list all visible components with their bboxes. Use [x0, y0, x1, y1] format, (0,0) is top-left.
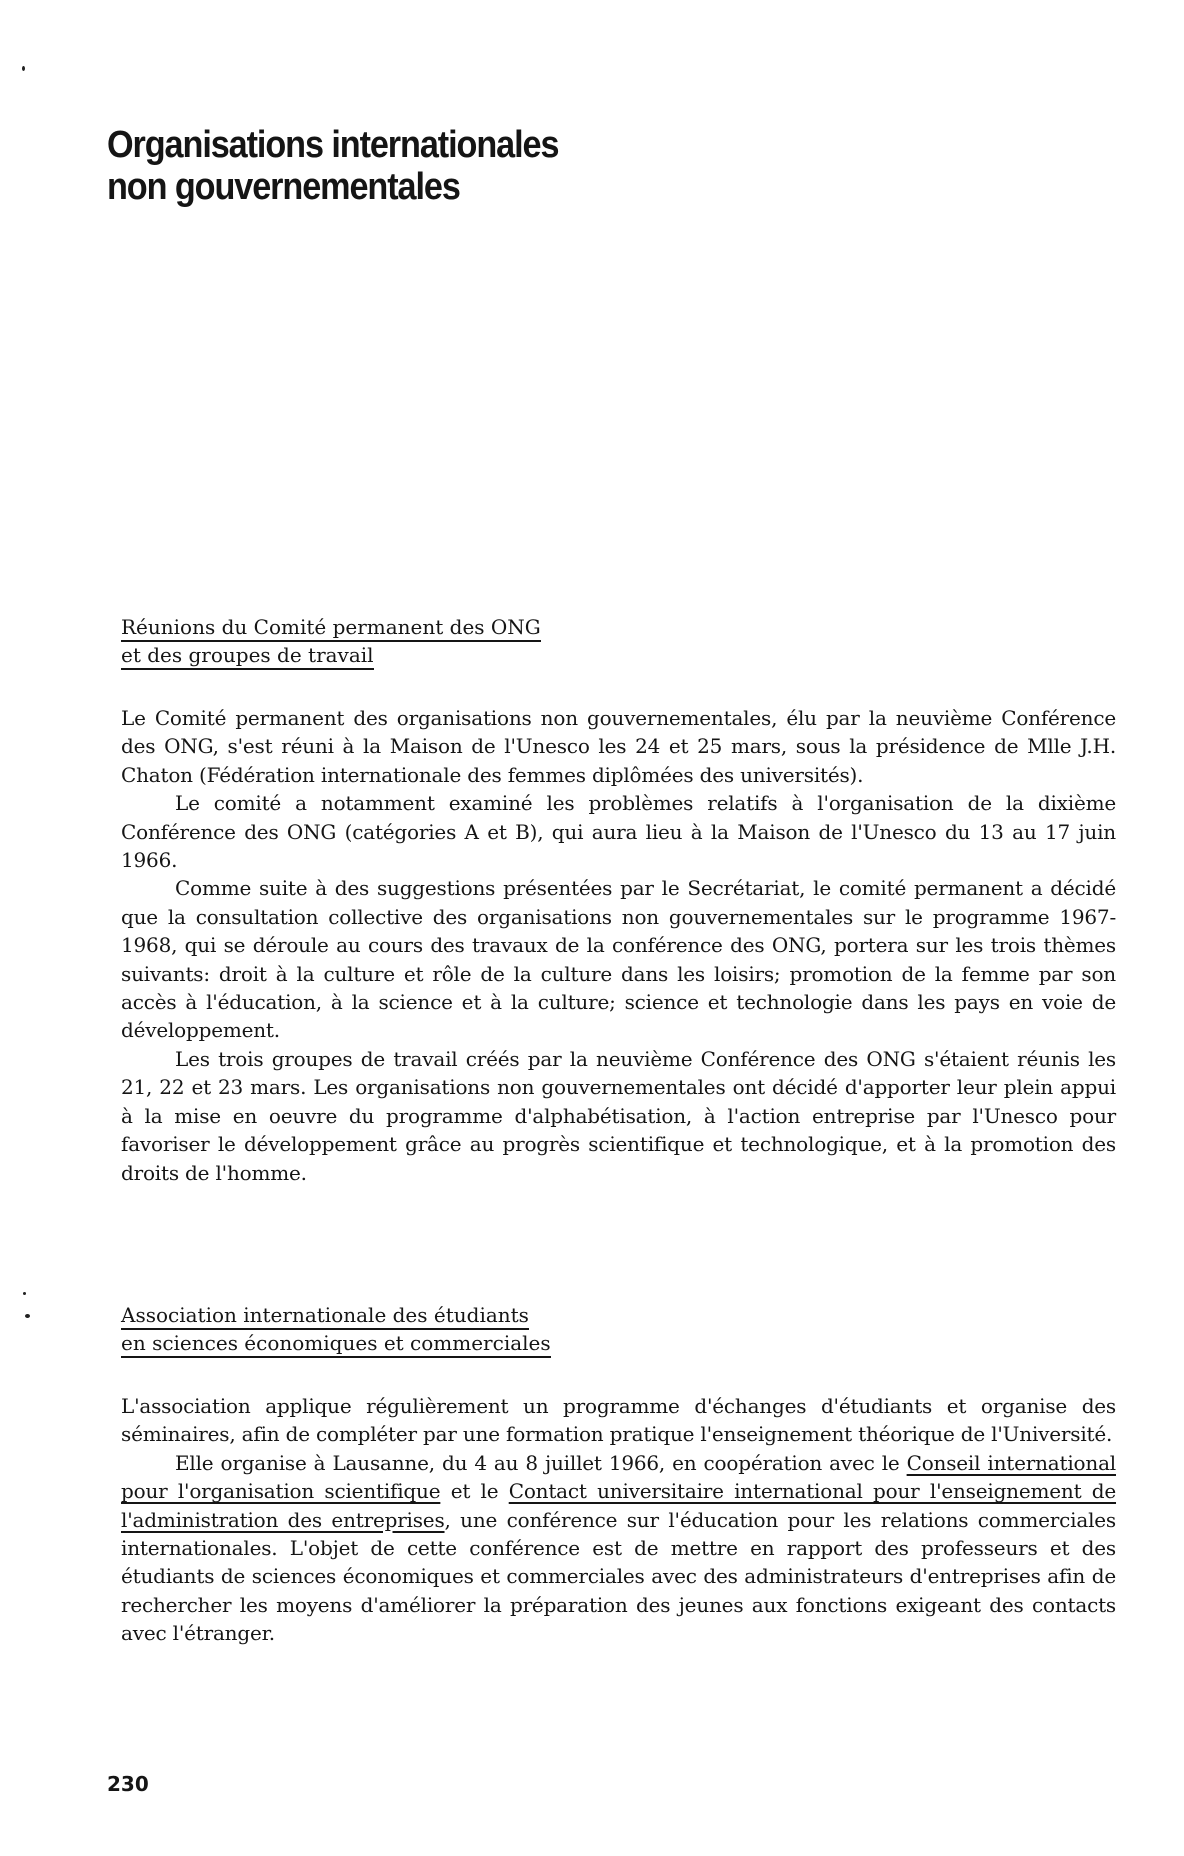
paragraph: L'association applique régulièrement un programme d'échanges d'étudiants et organise des séminaires, afin de compléter par une formation pratique l'enseignement théorique de l'Université.	[121, 1394, 1116, 1447]
organisation-name-underlined: Conseil international pour l'organisation scientifique	[121, 1450, 1116, 1504]
section-student-association	[121, 1302, 1116, 1648]
section-body-student-association	[121, 1392, 1116, 1648]
section-heading-student-association	[121, 1302, 1116, 1358]
page-title-line-1: Organisations internationales	[107, 124, 559, 166]
paragraph	[121, 1449, 1116, 1648]
section-body-ong-committee	[121, 704, 1116, 1187]
page-number: 230	[107, 1772, 149, 1796]
paragraph-lead: Elle organise à Lausanne, du 4 au 8 juillet 1966, en coopération avec le	[175, 1450, 907, 1475]
paragraph-rest: , une conférence sur l'éducation pour les relations commerciales internationales. L'objet de cette conférence est de mettre en rapport des professeurs et des étudiants de sciences économiques et commerciales avec des administrateurs d'entreprises afin de rechercher les moyens d'améliorer la préparation des jeunes aux fonctions exigeant des contacts avec l'étranger.	[121, 1507, 1116, 1646]
scan-speck	[22, 66, 25, 71]
paragraph: Les trois groupes de travail créés par la neuvième Conférence des ONG s'étaient réunis les 21, 22 et 23 mars. Les organisations non gouvernementales ont décidé d'apporter leur plein appui à la mise en oeuvre du programme d'alphabétisation, à l'action entreprise par l'Unesco pour favoriser le développement grâce au progrès scientifique et technologique, et à la promotion des droits de l'homme.	[121, 1046, 1116, 1185]
scan-speck	[25, 1314, 30, 1318]
section-ong-committee	[121, 614, 1116, 1187]
section-heading-line-2: en sciences économiques et commerciales	[121, 1330, 551, 1358]
paragraph: Le comité a notamment examiné les problèmes relatifs à l'organisation de la dixième Conférence des ONG (catégories A et B), qui aura lieu à la Maison de l'Unesco du 13 au 17 juin 1966.	[121, 791, 1116, 873]
section-heading-ong-committee	[121, 614, 1116, 670]
section-heading-line-1: Réunions du Comité permanent des ONG	[121, 614, 541, 642]
page-title	[107, 124, 737, 208]
page-title-line-2: non gouvernementales	[107, 166, 460, 208]
paragraph: Comme suite à des suggestions présentées par le Secrétariat, le comité permanent a décidé que la consultation collective des organisations non gouvernementales sur le programme 1967-1968, qui se déroule au cours des travaux de la conférence des ONG, portera sur les trois thèmes suivants: droit à la culture et rôle de la culture dans les loisirs; promotion de la femme par son accès à l'éducation, à la science et à la culture; science et technologie dans les pays en voie de développement.	[121, 876, 1116, 1043]
paragraph-connector: et le	[440, 1479, 509, 1504]
scan-speck	[23, 1292, 26, 1295]
section-heading-line-1: Association internationale des étudiants	[121, 1302, 529, 1330]
organisation-name-underlined: Contact universitaire international pour l'enseignement de l'administration des entreprises	[121, 1479, 1117, 1532]
paragraph: Le Comité permanent des organisations non gouvernementales, élu par la neuvième Conférence des ONG, s'est réuni à la Maison de l'Unesco les 24 et 25 mars, sous la présidence de Mlle J.H. Chaton (Fédération internationale des femmes diplômées des universités).	[121, 706, 1116, 787]
section-heading-line-2: et des groupes de travail	[121, 642, 374, 670]
